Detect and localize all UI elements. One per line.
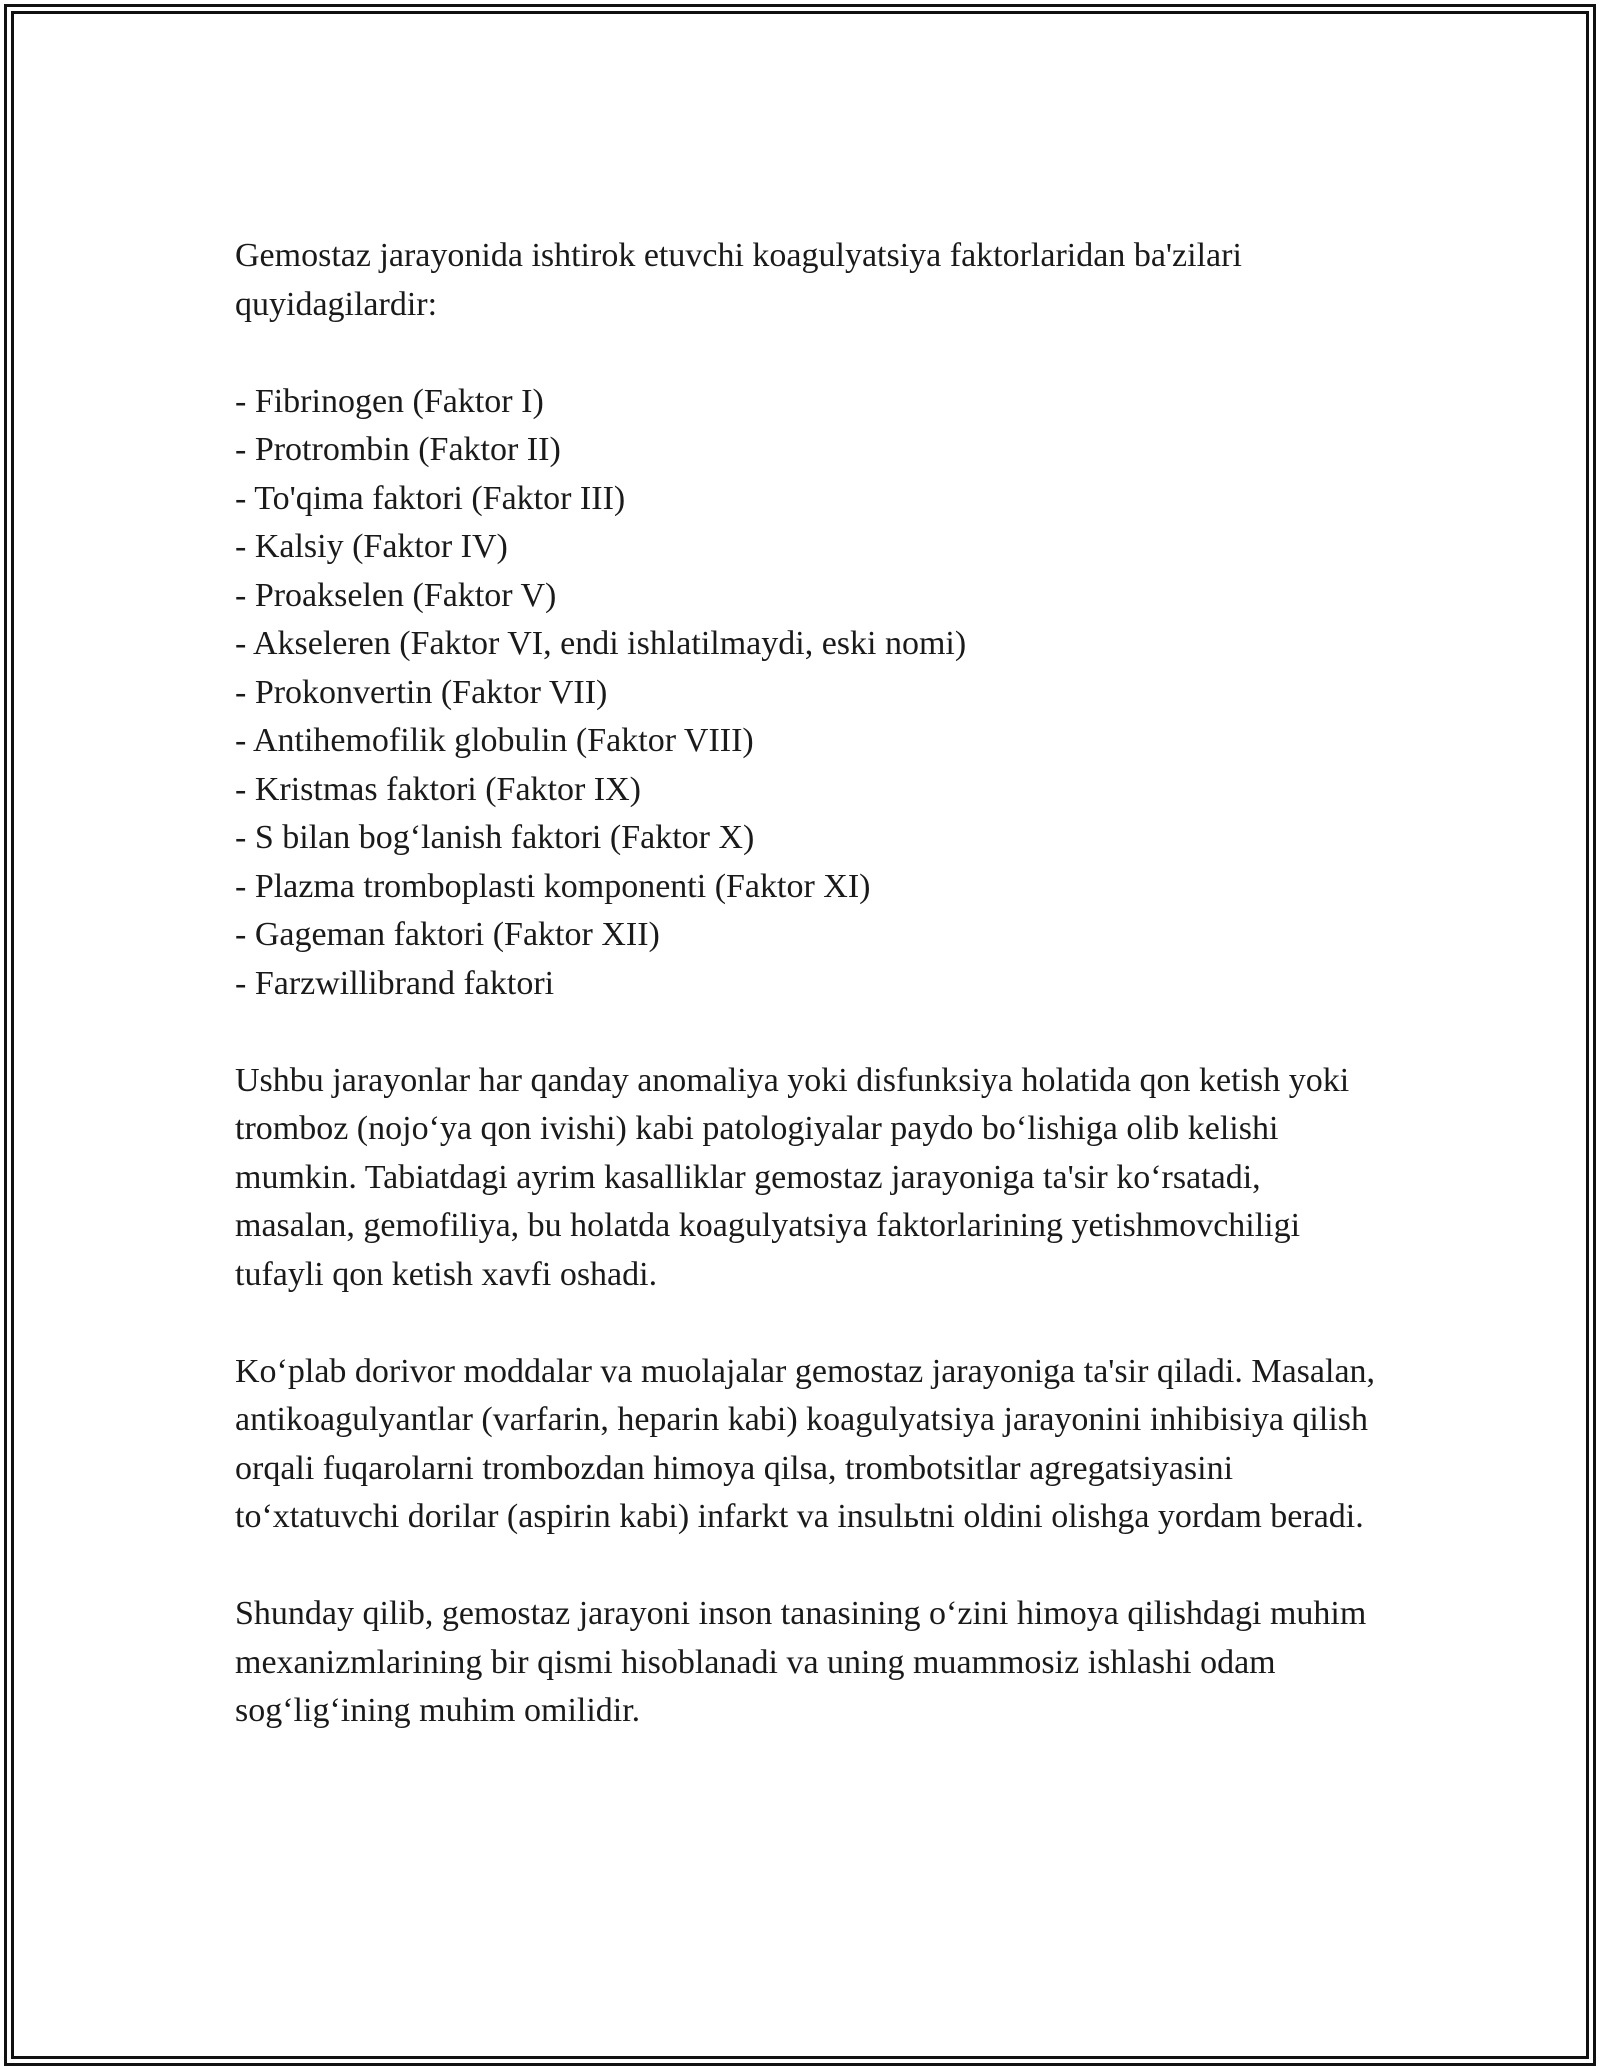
body-paragraph-3: Shunday qilib, gemostaz jarayoni inson tanasining o‘zini himoya qilishdagi muhim mexanizmlarining bir qismi hisoblanadi va uning muammosiz ishlashi odam sog‘lig‘ining muhim omilidir. xyxy=(235,1595,1367,1729)
spacer xyxy=(235,1542,1385,1591)
list-item: - Proakselen (Faktor V) xyxy=(235,576,557,614)
list-item: - Fibrinogen (Faktor I) xyxy=(235,382,544,420)
list-item: - Gageman faktori (Faktor XII) xyxy=(235,916,660,953)
list-item: - Protrombin (Faktor II) xyxy=(235,431,561,468)
spacer xyxy=(235,1008,1385,1057)
body-paragraph-2: Ko‘plab dorivor moddalar va muolajalar gemostaz jarayoniga ta'sir qiladi. Masalan, antikoagulyantlar (varfarin, heparin kabi) koagulyatsiya jarayonini inhibisiya qilish orqali fuqarolarni trombozdan himoya qilsa, trombotsitlar agregatsiyasini to‘xtatuvchi dorilar (aspirin kabi) infarkt va insulьtni oldini olishga yordam beradi. xyxy=(235,1352,1376,1535)
list-item: - Kalsiy (Faktor IV) xyxy=(235,528,508,565)
factor-list xyxy=(235,378,1385,1009)
list-item: - To'qima faktori (Faktor III) xyxy=(235,479,626,517)
document-body xyxy=(235,232,1385,1736)
list-item: - S bilan bog‘lanish faktori (Faktor X) xyxy=(235,819,755,856)
intro-paragraph: Gemostaz jarayonida ishtirok etuvchi koagulyatsiya faktorlaridan ba'zilari quyidagilardir: xyxy=(235,237,1242,323)
list-item: - Kristmas faktori (Faktor IX) xyxy=(235,770,642,808)
list-item: - Plazma tromboplasti komponenti (Faktor XI) xyxy=(235,867,871,905)
spacer xyxy=(235,1299,1385,1348)
list-item: - Farzwillibrand faktori xyxy=(235,964,555,1002)
list-item: - Prokonvertin (Faktor VII) xyxy=(235,673,608,711)
list-item: - Akseleren (Faktor VI, endi ishlatilmaydi, eski nomi) xyxy=(235,625,967,662)
list-item: - Antihemofilik globulin (Faktor VIII) xyxy=(235,722,754,759)
body-paragraph-1: Ushbu jarayonlar har qanday anomaliya yoki disfunksiya holatida qon ketish yoki tromboz (nojo‘ya qon ivishi) kabi patologiyalar paydo bo‘lishiga olib kelishi mumkin. Tabiatdagi ayrim kasalliklar gemostaz jarayoniga ta'sir ko‘rsatadi, masalan, gemofiliya, bu holatda koagulyatsiya faktorlarining yetishmovchiligi tufayli qon ketish xavfi oshadi. xyxy=(235,1061,1350,1293)
spacer xyxy=(235,329,1385,378)
